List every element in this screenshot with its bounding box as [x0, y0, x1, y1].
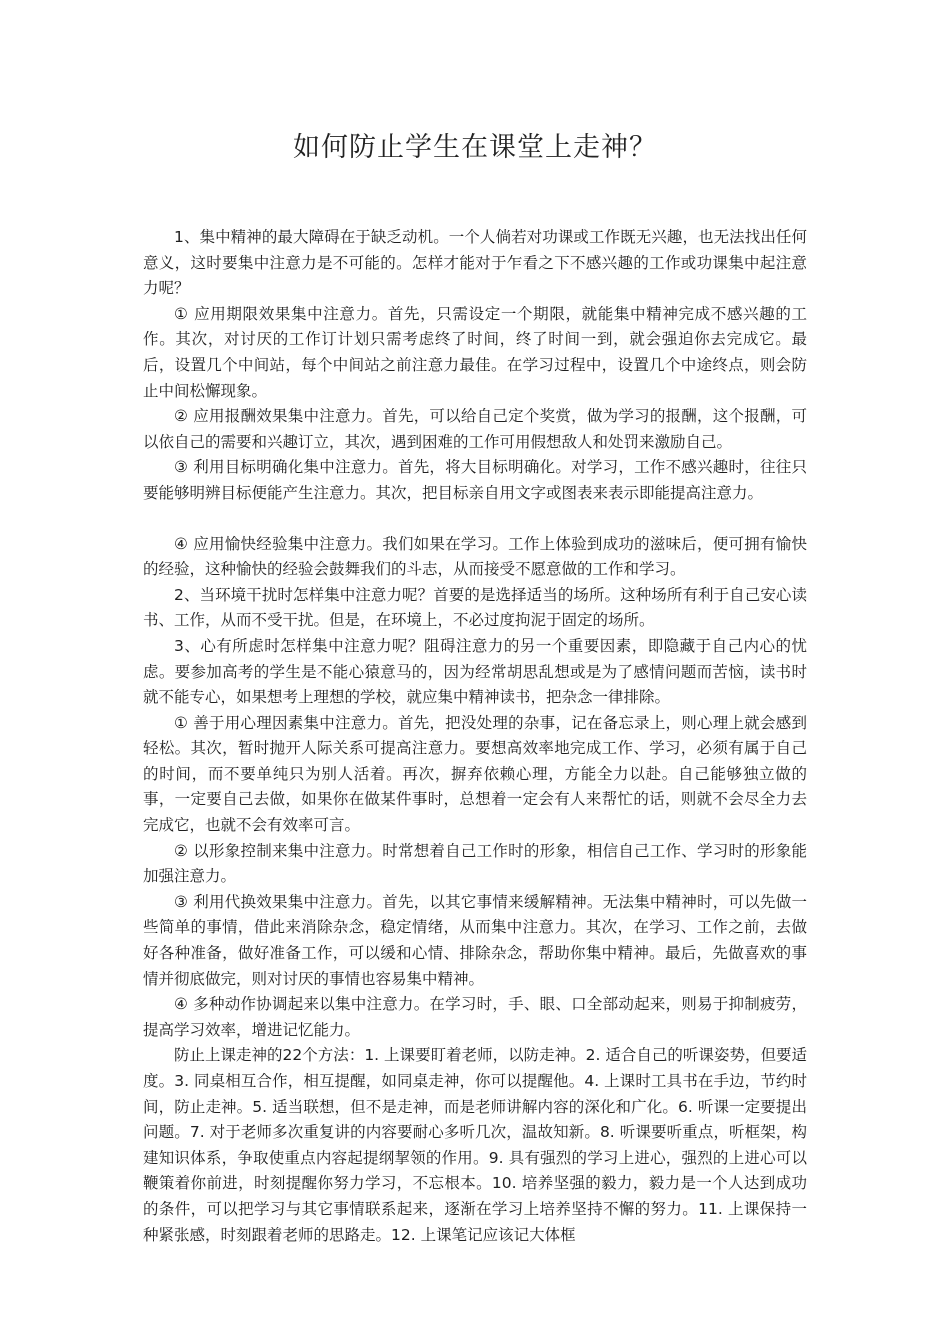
paragraph-motivation: 1、集中精神的最大障碍在于缺乏动机。一个人倘若对功课或工作既无兴趣，也无法找出任何意义，这时要集中注意力是不可能的。怎样才能对于乍看之下不感兴趣的工作或功课集中起注意力呢？	[143, 228, 807, 298]
paragraph-22-methods: 防止上课走神的22个方法：1. 上课要盯着老师，以防走神。2. 适合自己的听课姿势，但要适度。3. 同桌相互合作，相互提醒，如同桌走神，你可以提醒他。4. 上课时工具书在手边，节约时间，防止走神。5. 适当联想，但不是走神，而是老师讲解内容的深化和广化。6. 听课一定要提出问题。7. 对于老师多次重复讲的内容要耐心多听几次，温故知新。8. 听课要听重点，听框架，构建知识体系，争取使重点内容起提纲挈领的作用。9. 具有强烈的学习上进心，强烈的上进心可以鞭策着你前进，时刻提醒你努力学习，不忘根本。10. 培养坚强的毅力，毅力是一个人达到成功的条件，可以把学习与其它事情联系起来，逐渐在学习上培养坚持不懈的努力。11. 上课保持一种紧张感，时刻跟着老师的思路走。12. 上课笔记应该记大体框	[143, 1046, 807, 1244]
paragraph-environment: 2、当环境干扰时怎样集中注意力呢？首要的是选择适当的场所。这种场所有利于自己安心读书、工作，从而不受干扰。但是，在环境上，不必过度拘泥于固定的场所。	[143, 585, 807, 630]
paragraph-image-control: ② 以形象控制来集中注意力。时常想着自己工作时的形象，相信自己工作、学习时的形象能加强注意力。	[143, 841, 807, 886]
paragraph-goal-clarity: ③ 利用目标明确化集中注意力。首先，将大目标明确化。对学习，工作不感兴趣时，往往只要能够明辨目标便能产生注意力。其次，把目标亲自用文字或图表来表示即能提高注意力。	[143, 458, 807, 502]
paragraph-reward-effect: ② 应用报酬效果集中注意力。首先，可以给自己定个奖赏，做为学习的报酬，这个报酬，可以依自己的需要和兴趣订立，其次，遇到困难的工作可用假想敌人和处罚来激励自己。	[143, 407, 807, 451]
paragraph-psychology: ① 善于用心理因素集中注意力。首先，把没处理的杂事，记在备忘录上，则心理上就会感到轻松。其次，暂时抛开人际关系可提高注意力。要想高效率地完成工作、学习，必须有属于自己的时间，而不要单纯只为别人活着。再次，摒弃依赖心理，方能全力以赴。自己能够独立做的事，一定要自己去做，如果你在做某件事时，总想着一定会有人来帮忙的话，则就不会尽全力去完成它，也就不会有效率可言。	[143, 713, 807, 835]
article-body	[143, 225, 807, 1248]
paragraph-coordination: ④ 多种动作协调起来以集中注意力。在学习时，手、眼、口全部动起来，则易于抑制疲劳，提高学习效率，增进记忆能力。	[143, 995, 807, 1039]
page-title: 如何防止学生在课堂上走神？	[293, 132, 657, 163]
paragraph-substitution: ③ 利用代换效果集中注意力。首先，以其它事情来缓解精神。无法集中精神时，可以先做一些简单的事情，借此来消除杂念，稳定情绪，从而集中注意力。其次，在学习、工作之前，去做好各种准备，做好准备工作，可以缓和心情、排除杂念，帮助你集中精神。最后，先做喜欢的事情并彻底做完，则对讨厌的事情也容易集中精神。	[143, 892, 807, 988]
paragraph-pleasant-experience: ④ 应用愉快经验集中注意力。我们如果在学习。工作上体验到成功的滋味后，便可拥有愉快的经验，这种愉快的经验会鼓舞我们的斗志，从而接受不愿意做的工作和学习。	[143, 534, 807, 579]
paragraph-worries: 3、心有所虑时怎样集中注意力呢？阻碍注意力的另一个重要因素，即隐藏于自己内心的忧虑。要参加高考的学生是不能心猿意马的，因为经常胡思乱想或是为了感情问题而苦恼，读书时就不能专心，如果想考上理想的学校，就应集中精神读书，把杂念一律排除。	[143, 636, 807, 707]
paragraph-deadline-effect: ① 应用期限效果集中注意力。首先，只需设定一个期限，就能集中精神完成不感兴趣的工作。其次，对讨厌的工作订计划只需考虑终了时间，终了时间一到，就会强迫你去完成它。最后，设置几个中间站，每个中间站之前注意力最佳。在学习过程中，设置几个中途终点，则会防止中间松懈现象。	[143, 304, 807, 400]
